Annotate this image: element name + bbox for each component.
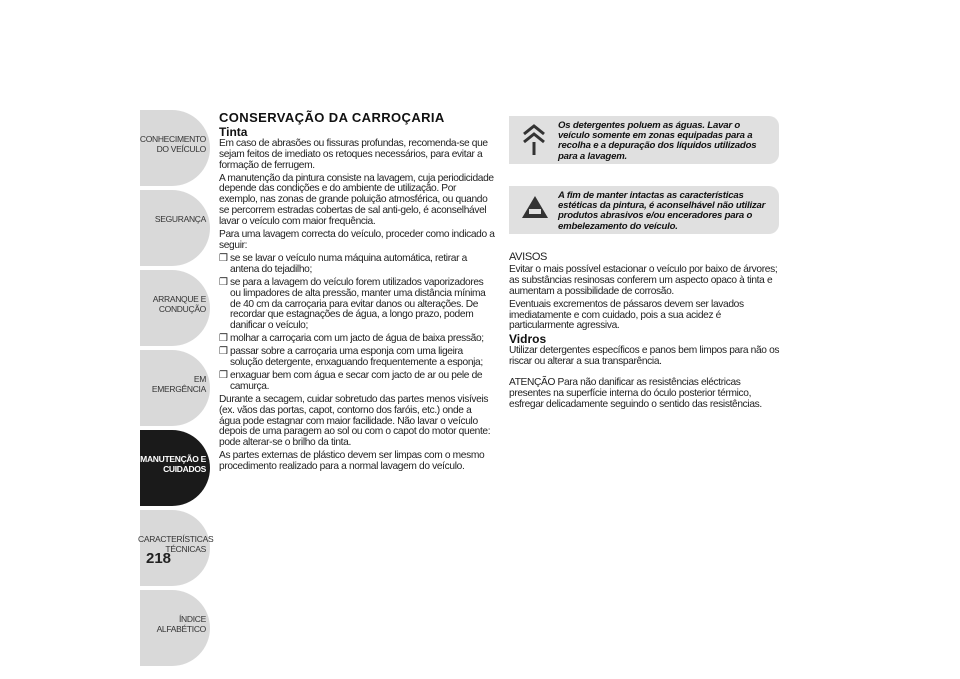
sidebar-item-conhecimento[interactable] [140,108,210,188]
sidebar-item-manutencao[interactable] [140,428,210,508]
sidebar-item-caracteristicas[interactable] [138,508,214,588]
sidebar-item-label: SEGURANÇA [154,214,206,224]
environment-note [509,116,779,164]
sidebar-item-indice[interactable] [140,588,210,668]
paragraph: Em caso de abrasões ou fissuras profundas, recomenda-se que sejam feitos de imediato os retoques necessários, para evitar a formação de ferrugem. [219,137,488,171]
list-item: ❒ enxaguar bem com água e secar com jacto de ar ou pele de camurça. [219,369,483,392]
section-title: CONSERVAÇÃO DA CARROÇARIA [219,110,445,125]
sidebar-item-seguranca[interactable] [140,188,210,268]
warning-note-text: A fim de manter intactas as características estéticas da pintura, é aconselhável não utilizar produtos abrasivos e/ou enceradores para o embelezamento do veículo. [558,190,766,232]
warning-icon [521,194,549,220]
list-item: ❒ se para a lavagem do veículo forem utilizados vaporizadores ou limpadores de alta pressão, manter uma distância mínima de 40 cm da carroçaria para evitar danos ou alterações. De recordar que estagnações de água, a longo prazo, podem danificar o veículo; [219,276,486,332]
paragraph: Evitar o mais possível estacionar o veículo por baixo de árvores; as substâncias resinosas conferem um aspecto opaco à tinta e aumentam a possibilidade de corrosão. [509,263,778,297]
sidebar-item-label: ARRANQUE E CONDUÇÃO [152,294,206,314]
bullet-icon: ❒ [219,333,228,345]
sidebar-item-label: CONHECIMENTO DO VEÍCULO [139,134,206,154]
sidebar-item-label: CARACTERÍSTICAS TÉCNICAS [138,534,214,554]
list-item: ❒ passar sobre a carroçaria uma esponja com uma ligeira solução detergente, enxaguando frequentemente a esponja; [219,346,483,369]
paragraph: A manutenção da pintura consiste na lavagem, cuja periodicidade depende das condições e do ambiente de utilização. Por exemplo, nas zonas de grande poluição atmosférica, ou quando se percorrem estradas cobertas de sal anti-gelo, é aconselhável lavar o veículo com maior frequência. [219,172,494,228]
paragraph: ATENÇÃO Para não danificar as resistências eléctricas presentes na superfície interna do óculo posterior térmico, esfregar delicadamente seguindo o sentido das resistências. [509,377,762,410]
sidebar-item-emergencia[interactable] [140,348,210,428]
warning-note [509,186,779,234]
avisos-heading: AVISOS [509,251,548,263]
bullet-icon: ❒ [219,276,228,288]
sidebar-item-arranque[interactable] [140,268,210,348]
left-column [219,110,495,475]
paragraph: Utilizar detergentes específicos e panos bem limpos para não os riscar ou alterar a sua transparência. [509,345,780,368]
subsection-title: Vidros [509,332,547,347]
sidebar-item-label: ÍNDICE ALFABÉTICO [156,614,206,634]
bullet-icon: ❒ [219,252,228,264]
tab-shape [140,190,210,266]
paragraph: As partes externas de plástico devem ser limpas com o mesmo procedimento realizado para a normal lavagem do veículo. [219,450,485,473]
chapter-sidebar [138,108,214,668]
bullet-icon: ❒ [219,369,228,381]
recycle-icon [521,122,547,158]
list-item: ❒ se se lavar o veículo numa máquina automática, retirar a antena do tejadilho; [219,252,467,275]
paragraph: Eventuais excrementos de pássaros devem ser lavados imediatamente e com cuidado, pois a sua acidez é particularmente agressiva. [509,298,744,332]
environment-note-text: Os detergentes poluem as águas. Lavar o veículo somente em zonas equipadas para a recolha e a depuração dos líquidos utilizados para a lavagem. [558,120,757,162]
page-number: 218 [146,550,172,567]
paragraph: Durante a secagem, cuidar sobretudo das partes menos visíveis (ex. vãos das portas, capot, contorno dos faróis, etc.) onde a água pode estagnar com maior facilidade. Não lavar o veículo depois de uma paragem ao sol ou com o capot do motor quente: pode alterar-se o brilho da tinta. [219,393,491,449]
list-item: ❒ molhar a carroçaria com um jacto de água de baixa pressão; [219,333,484,345]
right-column [509,252,784,413]
paragraph: Para uma lavagem correcta do veículo, proceder como indicado a seguir: [219,229,495,251]
subsection-title: Tinta [219,124,248,139]
bullet-icon: ❒ [219,346,228,358]
sidebar-item-label: MANUTENÇÃO E CUIDADOS [140,454,206,474]
sidebar-item-label: EM EMERGÊNCIA [151,374,206,394]
